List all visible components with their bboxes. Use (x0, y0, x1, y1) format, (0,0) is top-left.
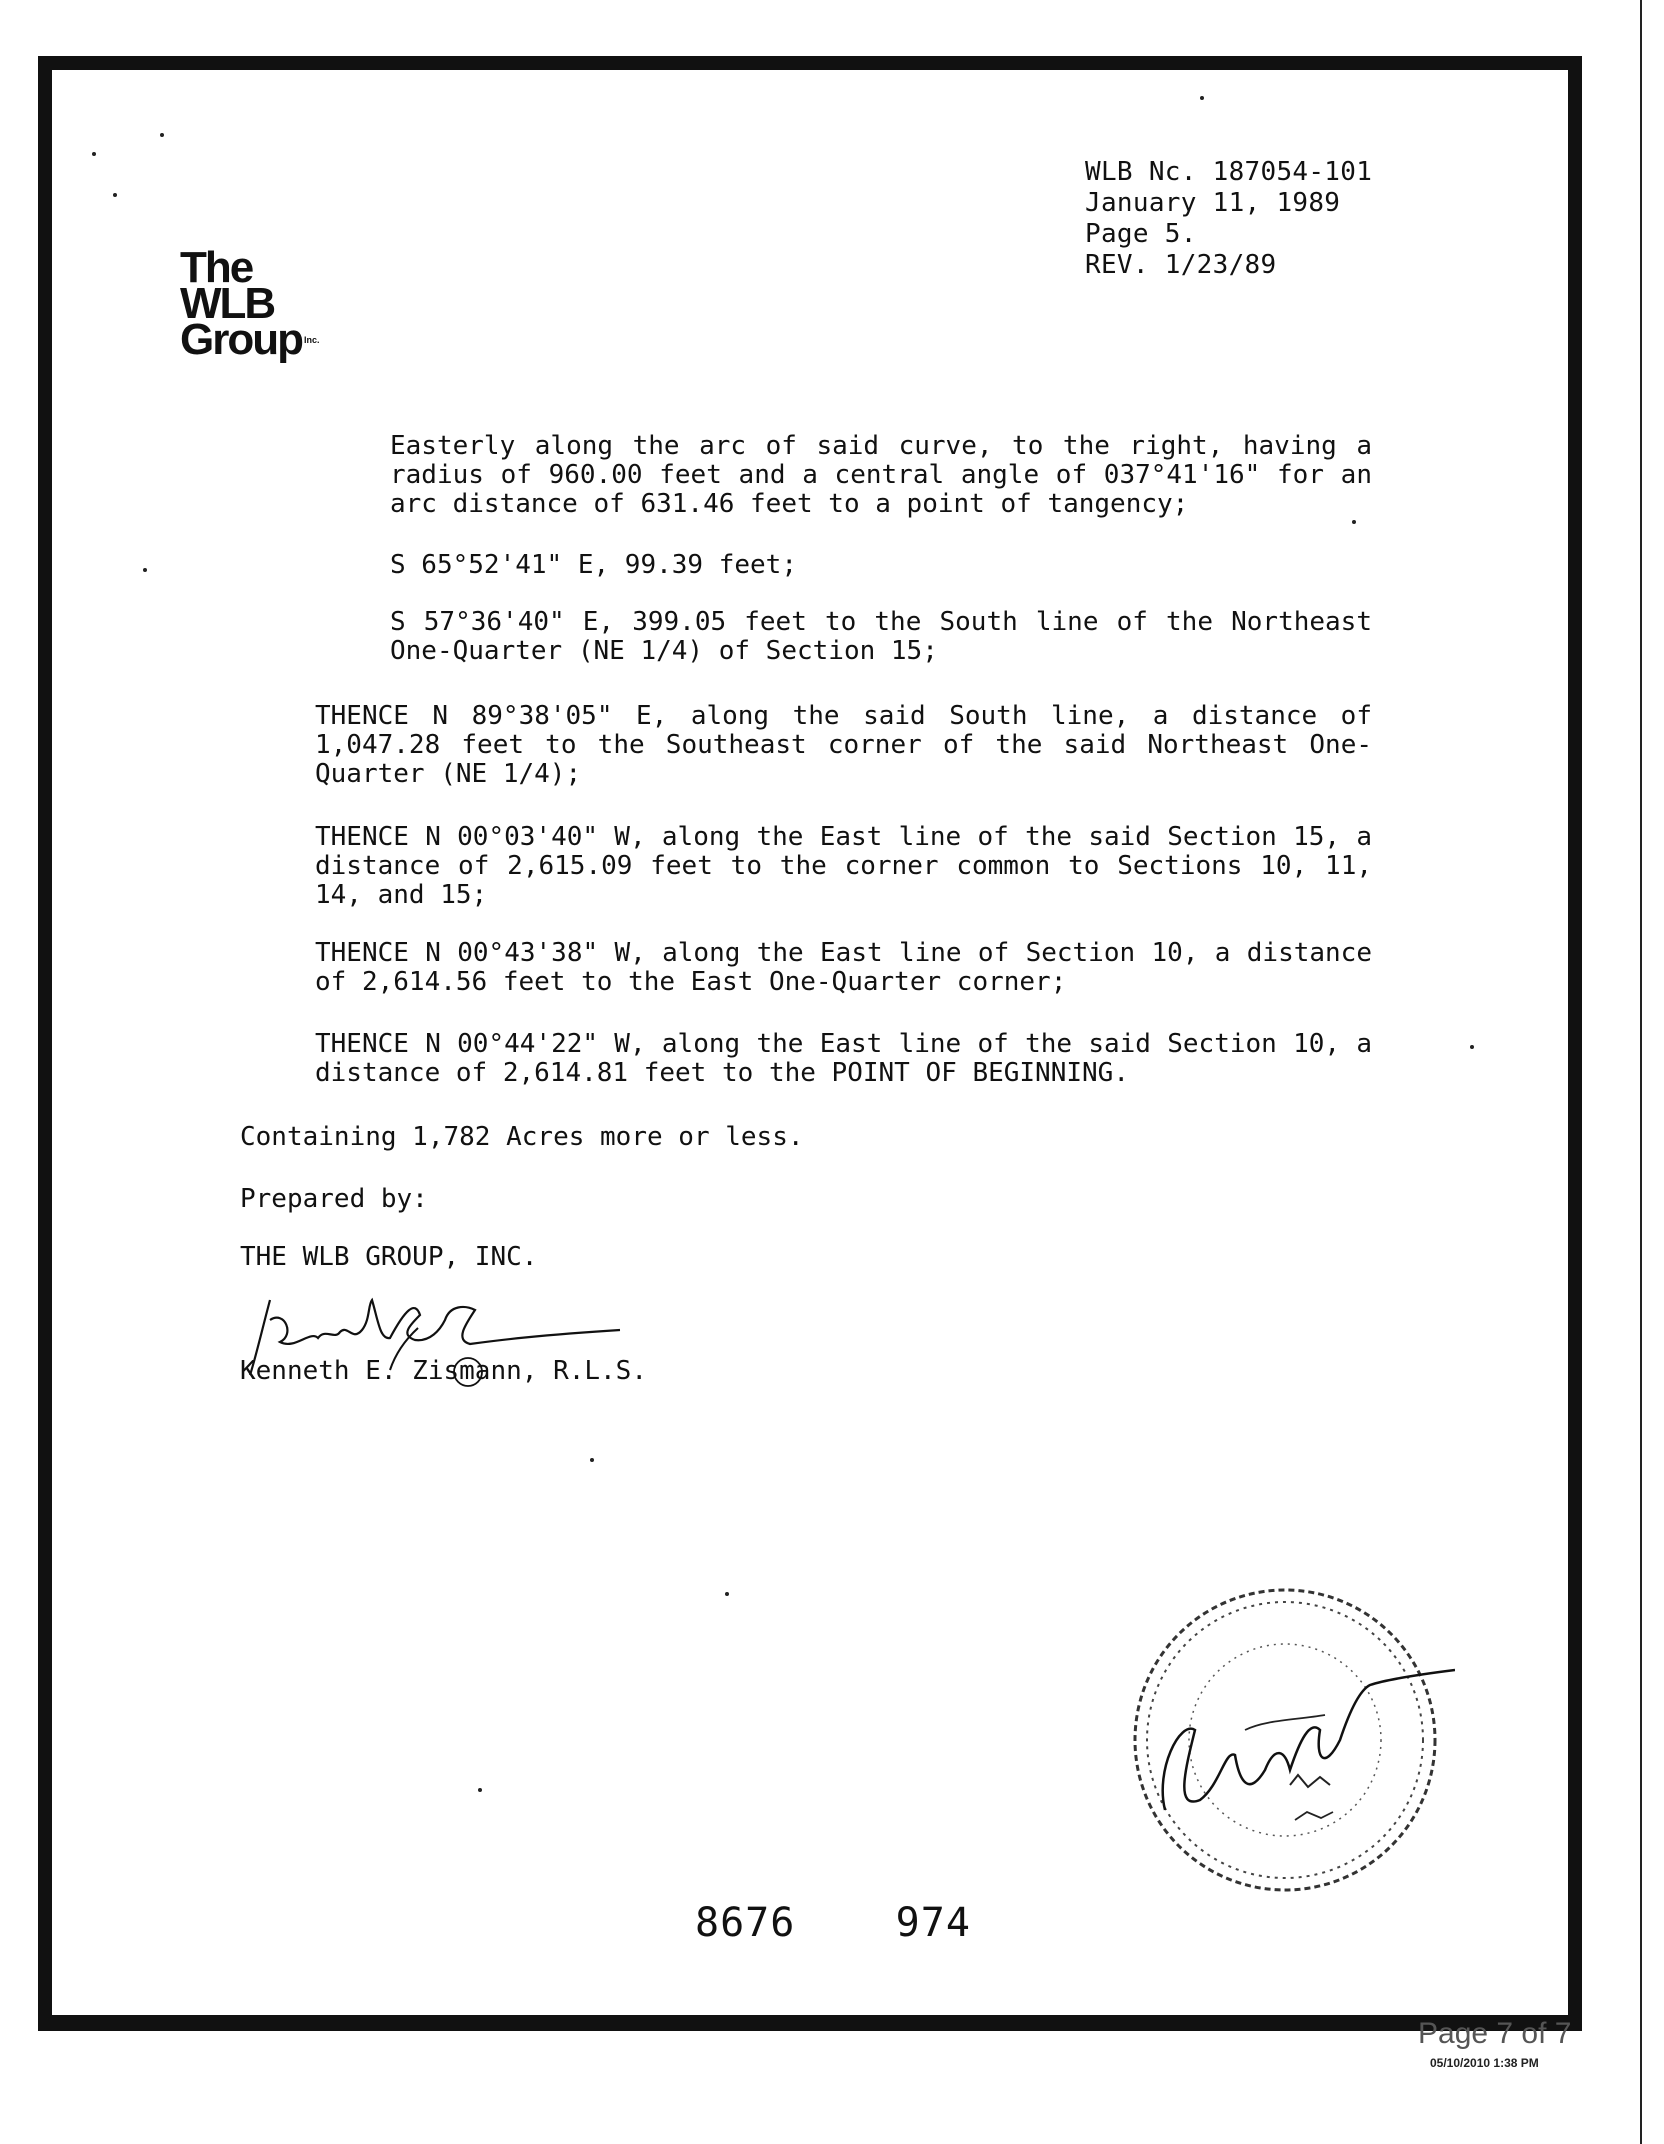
scan-speck (725, 1592, 729, 1596)
scan-speck (143, 568, 147, 572)
document-header (1085, 157, 1372, 281)
acreage-line: Containing 1,782 Acres more or less. (240, 1122, 804, 1152)
scan-speck (92, 152, 96, 156)
scan-timestamp: 05/10/2010 1:38 PM (1430, 2056, 1539, 2070)
paragraph-bearing-1: S 65°52'41" E, 99.39 feet; (390, 550, 797, 580)
paragraph-thence-1: THENCE N 89°38'05" E, along the said South line, a distance of 1,047.28 feet to the Southeast corner of the said Northeast One-Quarter (NE 1/4); (315, 701, 1372, 789)
document-page: Page 5. (1085, 219, 1197, 249)
paragraph-bearing-2: S 57°36'40" E, 399.05 feet to the South line of the Northeast One-Quarter (NE 1/4) of Section 15; (390, 607, 1372, 666)
paragraph-thence-4: THENCE N 00°44'22" W, along the East line of the said Section 10, a distance of 2,614.81 feet to the POINT OF BEGINNING. (315, 1029, 1372, 1088)
logo-line-group: Group Inc. (180, 315, 320, 364)
document-date: January 11, 1989 (1085, 188, 1341, 218)
wlb-number: WLB Nc. 187054-101 (1085, 157, 1373, 187)
signer-name: Kenneth E. Zismann, R.L.S. (240, 1356, 647, 1386)
logo-line-the: The (180, 243, 253, 292)
scan-speck (160, 133, 164, 137)
revision-date: REV. 1/23/89 (1085, 250, 1277, 280)
right-edge-rule (1640, 0, 1642, 2144)
scan-speck (1352, 520, 1356, 524)
company-name: THE WLB GROUP, INC. (240, 1242, 538, 1272)
paragraph-thence-2: THENCE N 00°03'40" W, along the East line of the said Section 15, a distance of 2,615.09 feet to the corner common to Sections 10, 11, 14, and 15; (315, 822, 1372, 910)
scan-speck (590, 1458, 594, 1462)
surveyor-seal-stamp (1125, 1570, 1455, 1900)
scan-speck (1470, 1045, 1474, 1049)
page-indicator: Page 7 of 7 (1418, 2017, 1572, 2050)
paragraph-arc: Easterly along the arc of said curve, to the right, having a radius of 960.00 feet and a central angle of 037°41'16" for an arc distance of 631.46 feet to a point of tangency; (390, 431, 1372, 519)
document-number: 8676 974 (695, 1900, 971, 1946)
logo-line-wlb: WLB (180, 279, 275, 328)
scan-speck (113, 193, 117, 197)
paragraph-thence-3: THENCE N 00°43'38" W, along the East line of Section 10, a distance of 2,614.56 feet to the East One-Quarter corner; (315, 938, 1372, 997)
scan-speck (478, 1788, 482, 1792)
wlb-group-logo (180, 243, 320, 364)
scan-speck (1200, 96, 1204, 100)
prepared-by-label: Prepared by: (240, 1184, 428, 1214)
